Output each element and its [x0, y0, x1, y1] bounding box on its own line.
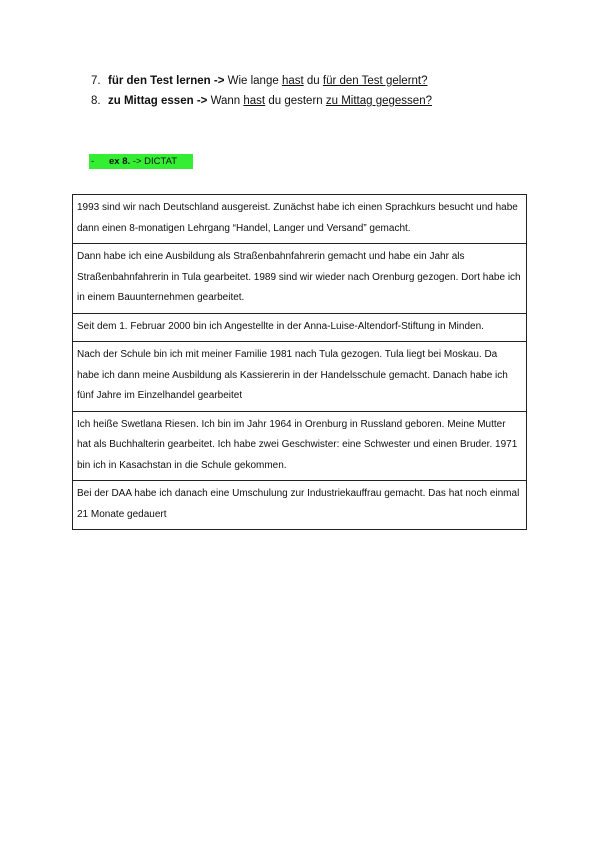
table-row: Nach der Schule bin ich mit meiner Familie 1981 nach Tula gezogen. Tula liegt bei Moskau. Da habe ich dann meine Ausbildung als Kassiererin in der Handelsschule gemacht. Danach habe ich fünf Jahre im Einzelhandel gearbeitet — [73, 342, 526, 412]
item-number: 7. — [91, 75, 101, 87]
table-row: Bei der DAA habe ich danach eine Umschulung zur Industriekauffrau gemacht. Das hat noch einmal 21 Monate gedauert — [73, 481, 526, 530]
list-item: 7. für den Test lernen -> Wie lange hast du für den Test gelernt? — [91, 71, 432, 91]
table-row: Seit dem 1. Februar 2000 bin ich Angestellte in der Anna-Luise-Altendorf-Stiftung in Minden. — [73, 314, 526, 343]
table-row: Ich heiße Swetlana Riesen. Ich bin im Jahr 1964 in Orenburg in Russland geboren. Meine Mutter hat als Buchhalterin gearbeitet. Ich habe zwei Geschwister: eine Schwester und einen Bruder. 1971 bin ich in Kasachstan in die Schule gekommen. — [73, 412, 526, 482]
item-number: 8. — [91, 95, 101, 107]
table-row: 1993 sind wir nach Deutschland ausgereist. Zunächst habe ich einen Sprachkurs besucht und habe dann einen 8-monatigen Lehrgang “Handel, Langer und Versand” gemacht. — [73, 195, 526, 244]
dictat-label: -> DICTAT — [130, 156, 178, 167]
table-row: Dann habe ich eine Ausbildung als Straßenbahnfahrerin gemacht und habe ein Jahr als Straßenbahnfahrerin in Tula gearbeitet. 1989 sind wir wieder nach Orenburg gezogen. Dort habe ich in einem Bauunternehmen gearbeitet. — [73, 244, 526, 314]
item-prompt: für den Test lernen -> — [108, 75, 225, 87]
dictation-table — [72, 194, 527, 530]
dictat-heading — [89, 154, 193, 169]
list-item: 8. zu Mittag essen -> Wann hast du gestern zu Mittag gegessen? — [91, 91, 432, 111]
exercise-number: ex 8. — [109, 156, 131, 167]
bullet-dash: - — [91, 156, 95, 167]
item-prompt: zu Mittag essen -> — [108, 95, 208, 107]
exercise-list — [91, 71, 432, 111]
